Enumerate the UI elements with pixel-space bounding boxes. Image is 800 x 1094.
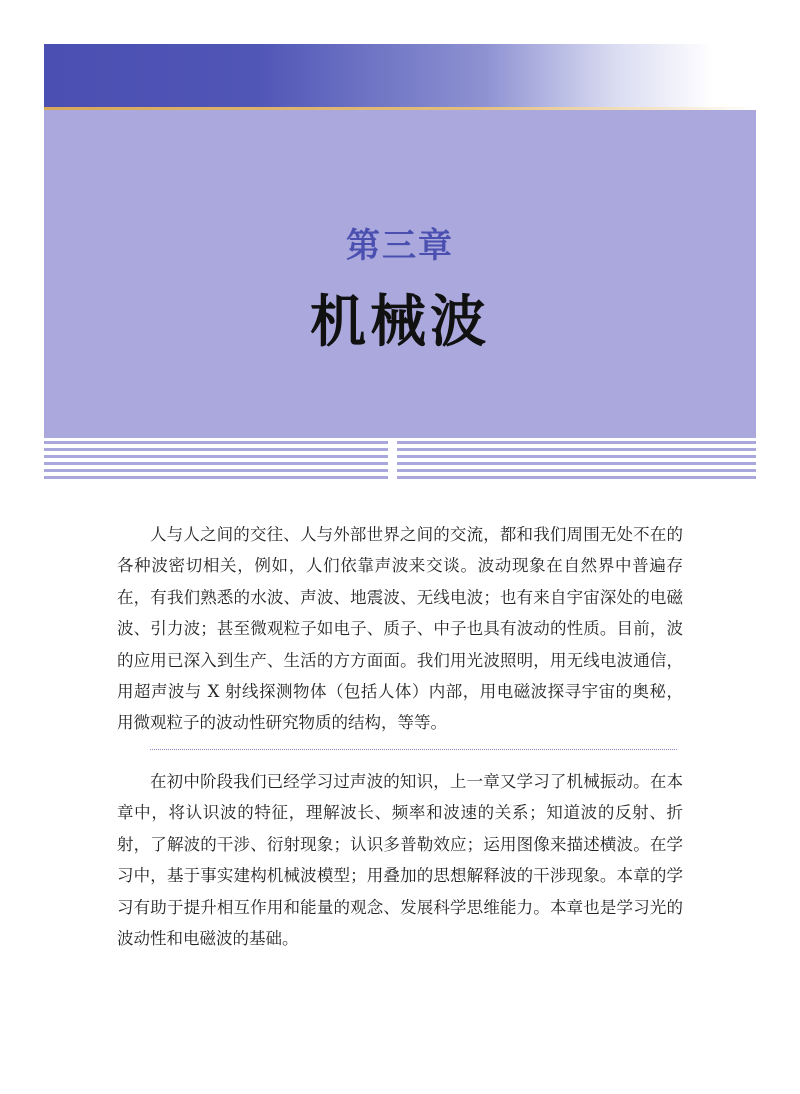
dotted-divider xyxy=(150,749,677,750)
chapter-header-panel xyxy=(44,110,756,438)
chapter-overview-paragraph: 在初中阶段我们已经学习过声波的知识，上一章又学习了机械振动。在本章中，将认识波的特征，理解波长、频率和波速的关系；知道波的反射、折射，了解波的干涉、衍射现象；认识多普勒效应；运用图像来描述横波。在学习中，基于事实建构机械波模型；用叠加的思想解释波的干涉现象。本章的学习有助于提升相互作用和能量的观念、发展科学思维能力。本章也是学习光的波动性和电磁波的基础。 xyxy=(117,772,683,949)
header-gradient-bar xyxy=(44,44,756,107)
chapter-number: 第三章 xyxy=(346,226,454,266)
stripe-block-left xyxy=(44,441,388,481)
decorative-stripes xyxy=(44,441,756,481)
intro-paragraph: 人与人之间的交往、人与外部世界之间的交流，都和我们周围无处不在的各种波密切相关，例如，人们依靠声波来交谈。波动现象在自然界中普遍存在，有我们熟悉的水波、声波、地震波、无线电波；也有来自宇宙深处的电磁波、引力波；甚至微观粒子如电子、质子、中子也具有波动的性质。目前，波的应用已深入到生产、生活的方方面面。我们用光波照明，用无线电波通信，用超声波与 X 射线探测物体（包括人体）内部，用电磁波探寻宇宙的奥秘，用微观粒子的波动性研究物质的结构，等等。 xyxy=(117,525,683,733)
chapter-title: 机械波 xyxy=(310,290,490,355)
stripe-block-right xyxy=(397,441,756,481)
